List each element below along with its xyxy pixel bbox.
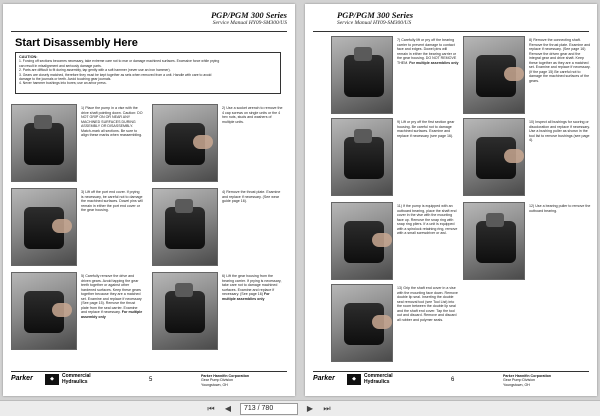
brand-line: Hydraulics <box>364 378 390 385</box>
corp-line: Youngstown, OH <box>201 382 228 387</box>
first-page-icon[interactable]: ⏮ <box>207 404 215 413</box>
step-text: 1) Place the pump in a vise with the drive shaft pointing down. Caution: DO NOT GRIP ON OR NEAR ANY MACHINED SURFACES DURING ASSEMBLY OR DISASSEMBLY. Match-mark all sections. Be sure to align these marks when reassembling. <box>81 106 143 137</box>
page-number: 6 <box>451 377 455 383</box>
page-header <box>211 10 287 26</box>
step-text: 13) Grip the shaft end cover in a vise with the mounting face down. Remove double lip seal. Inserting the double seal removal tool (see Tool List) into the room between the double lip seal and the shaft end cover. Tap the tool out and discard. Remove and discard all rubber and polymer seals. <box>397 286 458 322</box>
page-footer <box>11 374 287 388</box>
step-text <box>81 274 143 319</box>
step-photo <box>11 188 77 266</box>
step-7 <box>331 36 465 114</box>
step-8 <box>463 36 593 114</box>
step-6 <box>152 272 287 350</box>
caution-box <box>15 52 281 94</box>
step-text: 3) Lift off the port end cover. If prying is necessary, be careful not to damage the machined surfaces. Dowel pins will remain in either the port end cover or the gear housing. <box>81 190 143 212</box>
parker-logo: Parker <box>313 375 335 382</box>
corp-line: Gear Pump Division <box>503 378 535 383</box>
footer-rule <box>11 371 287 372</box>
step-text: 10) Inspect all bushings for scoring or discoloration and replace if necessary. Use a bushing puller as shown in the tool list to remove bushings (see page 4). <box>529 120 590 142</box>
series-title: PGP/PGM 300 Series <box>337 10 414 20</box>
step-9 <box>331 118 465 196</box>
prev-page-icon[interactable]: ◀ <box>224 404 232 413</box>
step-photo <box>331 36 393 114</box>
brand-line: Commercial <box>62 373 91 379</box>
commercial-logo-icon: ◆ <box>347 374 361 385</box>
header-rule <box>313 31 589 32</box>
step-text <box>397 38 459 65</box>
step-text: 12) Use a bearing puller to remove the outboard bearing. <box>529 204 591 213</box>
caution-line: 4. Never hammer bushings into bores; use an arbor press. <box>19 81 107 86</box>
corp-line: Parker Hannifin Corporation <box>503 374 552 378</box>
corp-line: Youngstown, OH <box>503 382 530 387</box>
step-photo <box>331 118 393 196</box>
commercial-logo-icon: ◆ <box>45 374 59 385</box>
step-body: 5) Carefully remove the drive and driven gears. Avoid tapping the gear teeth together or against other hardened surfaces. Keep these gears together because they are a matched set. Examine and replace if necessary (See page 15). Remove the thrust plate from the seal carrier. Examine and replace if necessary. <box>81 274 142 314</box>
step-photo <box>152 188 218 266</box>
step-text: 11) If the pump is equipped with an outboard bearing, place the shaft end cover in the vise with the mounting face up. Remove the snap ring with snap ring pliers. If a unit is equipped with a spirolock retaining ring, remove with a small screwdriver or awl. <box>397 204 458 235</box>
caution-line: damage to the journals or teeth. Avoid touching gear journals. <box>19 77 112 82</box>
corp-address <box>503 374 551 387</box>
step-1 <box>11 104 146 182</box>
page-footer <box>313 374 589 388</box>
step-text: 2) Use a socket wrench to remove the 4 cap screws on single units or the 4 hex nuts, studs and washers of multiple units. <box>222 106 283 124</box>
section-title: Start Disassembly Here <box>15 37 138 49</box>
step-photo <box>463 118 525 196</box>
step-photo <box>463 36 525 114</box>
step-note: For multiple assembly only <box>81 310 143 319</box>
step-photo <box>11 272 77 350</box>
step-5 <box>11 272 146 350</box>
step-3 <box>11 188 146 266</box>
step-photo <box>152 272 218 350</box>
header-rule <box>11 31 287 32</box>
caution-line: 1. Forcing off sections becomes necessary, take extreme care not to mar or damage machined surfaces. Excessive force while prying <box>19 59 220 64</box>
step-text: 9) Lift or pry off the first section gear housing. Be careful not to damage machined surfaces. Examine and replace if necessary (see page 16). <box>397 120 455 138</box>
step-11 <box>331 202 465 280</box>
step-photo <box>331 284 393 362</box>
manual-id: Service Manual HY09-SM300/US <box>337 20 412 26</box>
brand-name <box>62 374 91 385</box>
page-number-input[interactable] <box>240 403 298 415</box>
brand-line: Commercial <box>364 373 393 379</box>
next-page-icon[interactable]: ▶ <box>306 404 314 413</box>
step-body: 6) Lift the gear housing from the bearing carrier. If prying is necessary, take care not to damage machined surfaces. Examine and replace if necessary. (See page 16) <box>222 274 282 296</box>
page-right <box>305 4 597 396</box>
step-10 <box>463 118 593 196</box>
series-title: PGP/PGM 300 Series <box>210 10 287 20</box>
step-photo <box>331 202 393 280</box>
step-note: For multiple assemblies only <box>222 292 270 301</box>
step-photo <box>152 104 218 182</box>
brand-name <box>364 374 393 385</box>
page-header <box>337 10 413 26</box>
total-pages: / 780 <box>257 405 274 412</box>
step-photo <box>11 104 77 182</box>
last-page-icon[interactable]: ⏭ <box>323 404 331 413</box>
corp-address <box>201 374 249 387</box>
caution-line: can result in misalignment and seriously damage parts. <box>19 63 102 68</box>
manual-id: Service Manual HY09-SM300/US <box>212 20 287 26</box>
step-note: For multiple assemblies only <box>409 60 459 65</box>
step-text: 4) Remove the thrust plate. Examine and replace if necessary. (See wear guide page 16). <box>222 190 281 203</box>
step-12 <box>463 202 593 280</box>
corp-line: Parker Hannifin Corporation <box>201 374 250 378</box>
page-left <box>3 4 295 396</box>
current-page: 713 <box>244 405 256 412</box>
corp-line: Gear Pump Division <box>201 378 233 383</box>
page-nav-toolbar <box>0 400 600 416</box>
footer-rule <box>313 371 589 372</box>
page-number: 5 <box>149 377 153 383</box>
step-4 <box>152 188 287 266</box>
caution-line: 2. Parts are difficult to fit during assembly, tap gently with a soft hammer (never use an iron hammer). <box>19 68 171 73</box>
caution-line: 3. Gears are closely matched, therefore they must be kept together as sets when removed from a unit. Handle with care to avoid <box>19 72 212 77</box>
caution-heading: CAUTION: <box>19 55 38 59</box>
step-2 <box>152 104 287 182</box>
parker-logo: Parker <box>11 375 33 382</box>
step-text <box>222 274 284 301</box>
step-photo <box>463 202 525 280</box>
step-body: 7) Carefully lift or pry off the bearing carrier to prevent damage to contact face and edges. Dowel pins will remain in either the bearing carrier or the gear housing. DO NOT REMOVE THEM. <box>397 38 457 65</box>
step-13 <box>331 284 465 362</box>
step-text: 8) Remove the connecting shaft. Remove the thrust plate. Examine and replace if necessary. (See page 16) Remove the driven gear and the integral gear and drive shaft. Keep these together as they are a matched set. Examine and replace if necessary. (If the page 15) Be careful not to damage the machined surfaces of the gears. <box>529 38 591 83</box>
brand-line: Hydraulics <box>62 378 88 385</box>
